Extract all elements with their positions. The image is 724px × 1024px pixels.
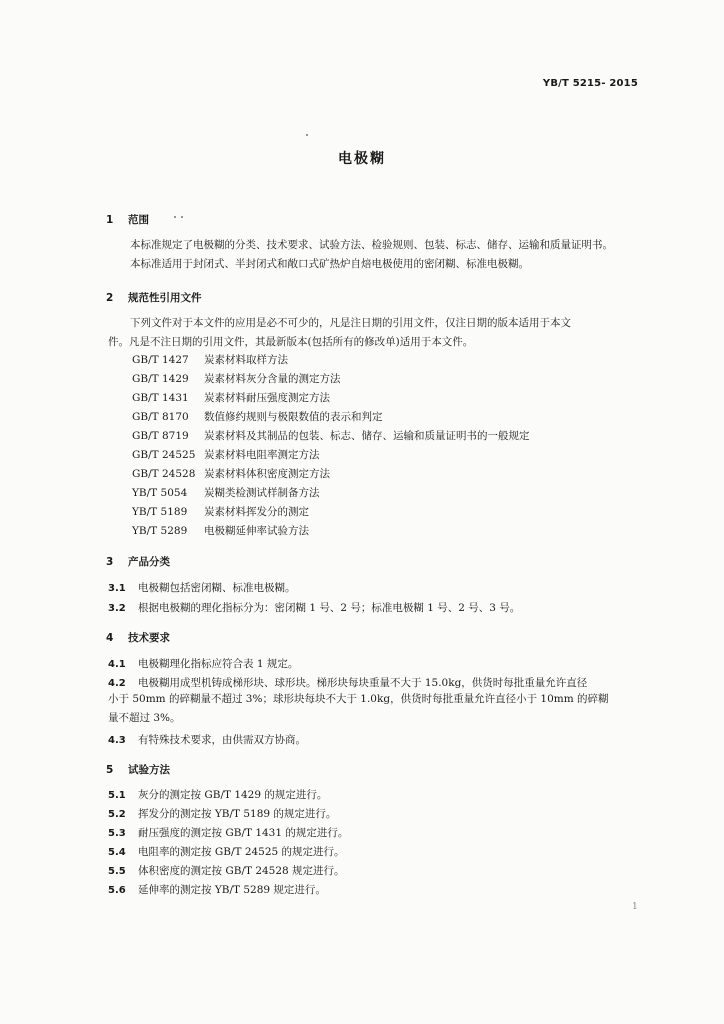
reference-title: 炭素材料灰分含量的测定方法 [204,373,341,385]
clause-3-2 [108,600,520,615]
clause-4-3 [108,732,306,747]
section-title: 产品分类 [128,556,170,568]
references-intro-line: 件。凡是不注日期的引用文件，其最新版本(包括所有的修改单)适用于本文件。 [108,336,474,348]
standard-code: YB/T 5215- 2015 [542,78,638,89]
reference-item [132,390,330,405]
clause-text: 延伸率的测定按 YB/T 5289 规定进行。 [138,884,326,896]
reference-item [132,352,288,367]
clause-5-4 [108,844,345,859]
section-title: 规范性引用文件 [128,292,202,304]
clause-4-1 [108,656,298,671]
reference-code: GB/T 1427 [132,354,189,366]
document-title: 电极糊 [338,151,386,167]
clause-4-2-continuation: 量不超过 3%。 [108,712,181,724]
reference-item [132,504,309,519]
scan-speck [174,216,176,218]
applicability-paragraph: 本标准适用于封闭式、半封闭式和敞口式矿热炉自焙电极使用的密闭糊、标准电极糊。 [130,258,529,270]
clause-number: 5.5 [108,866,126,877]
clause-text: 电极糊用成型机铸成梯形块、球形块。梯形块每块重量不大于 15.0kg，供货时每批重量允许直径 [138,677,588,689]
reference-title: 炭糊类检测试样制备方法 [204,487,320,499]
section-1-heading [106,212,149,227]
reference-item [132,447,320,462]
clause-text: 挥发分的测定按 YB/T 5189 的规定进行。 [138,808,337,820]
clause-number: 3.2 [108,603,126,614]
clause-4-2-continuation: 小于 50mm 的碎糊量不超过 3%；球形块每块不大于 1.0kg，供货时每批重量允许直径小于 10mm 的碎糊 [108,693,609,705]
reference-title: 电极糊延伸率试验方法 [204,525,309,537]
clause-number: 5.4 [108,847,126,858]
section-number: 4 [106,632,114,644]
reference-item [132,485,320,500]
clause-number: 5.1 [108,790,126,801]
reference-title: 炭素材料耐压强度测定方法 [204,392,330,404]
clause-number: 5.6 [108,885,126,896]
references-intro-line: 下列文件对于本文件的应用是必不可少的，凡是注日期的引用文件，仅注日期的版本适用于本文 [130,317,571,329]
scan-speck [181,216,183,218]
section-3-heading [106,554,170,569]
clause-5-1 [108,787,327,802]
reference-code: YB/T 5054 [132,487,188,499]
reference-item [132,371,341,386]
reference-code: GB/T 1431 [132,392,189,404]
reference-code: GB/T 1429 [132,373,189,385]
clause-3-1 [108,580,296,595]
reference-item [132,523,309,538]
clause-text: 有特殊技术要求，由供需双方协商。 [138,734,306,746]
clause-number: 4.1 [108,659,126,670]
section-title: 试验方法 [128,764,170,776]
reference-item [132,428,530,443]
reference-code: YB/T 5289 [132,525,188,537]
section-title: 技术要求 [128,632,170,644]
clause-number: 5.2 [108,809,126,820]
clause-number: 3.1 [108,583,126,594]
clause-text: 根据电极糊的理化指标分为：密闭糊 1 号、2 号；标准电极糊 1 号、2 号、3 号。 [138,602,521,614]
clause-5-6 [108,882,326,897]
reference-item [132,466,330,481]
clause-text: 电极糊理化指标应符合表 1 规定。 [138,658,299,670]
scan-speck [306,134,308,136]
reference-title: 炭素材料及其制品的包装、标志、储存、运输和质量证明书的一般规定 [204,430,530,442]
section-number: 5 [106,764,114,776]
section-2-heading [106,290,202,305]
clause-text: 电阻率的测定按 GB/T 24525 的规定进行。 [138,846,345,858]
clause-text: 耐压强度的测定按 GB/T 1431 的规定进行。 [138,827,349,839]
clause-number: 4.3 [108,735,126,746]
reference-code: YB/T 5189 [132,506,188,518]
reference-code: GB/T 8170 [132,411,189,423]
page-number: 1 [632,902,638,912]
clause-5-2 [108,806,336,821]
section-number: 3 [106,556,114,568]
clause-text: 电极糊包括密闭糊、标准电极糊。 [138,582,296,594]
reference-item [132,409,383,424]
clause-4-2 [108,675,587,690]
reference-title: 炭素材料取样方法 [204,354,288,366]
clause-5-5 [108,863,345,878]
scope-paragraph: 本标准规定了电极糊的分类、技术要求、试验方法、检验规则、包装、标志、储存、运输和质量证明书。 [130,239,613,251]
reference-title: 数值修约规则与极限数值的表示和判定 [204,411,383,423]
section-title: 范围 [128,214,149,226]
reference-code: GB/T 24525 [132,449,196,461]
section-number: 1 [106,214,114,226]
clause-number: 4.2 [108,678,126,689]
section-number: 2 [106,292,114,304]
reference-title: 炭素材料挥发分的测定 [204,506,309,518]
clause-text: 灰分的测定按 GB/T 1429 的规定进行。 [138,789,328,801]
reference-title: 炭素材料电阻率测定方法 [204,449,320,461]
section-5-heading [106,762,170,777]
reference-title: 炭素材料体积密度测定方法 [204,468,330,480]
clause-number: 5.3 [108,828,126,839]
section-4-heading [106,630,170,645]
clause-5-3 [108,825,348,840]
clause-text: 体积密度的测定按 GB/T 24528 规定进行。 [138,865,345,877]
reference-code: GB/T 8719 [132,430,189,442]
reference-code: GB/T 24528 [132,468,196,480]
